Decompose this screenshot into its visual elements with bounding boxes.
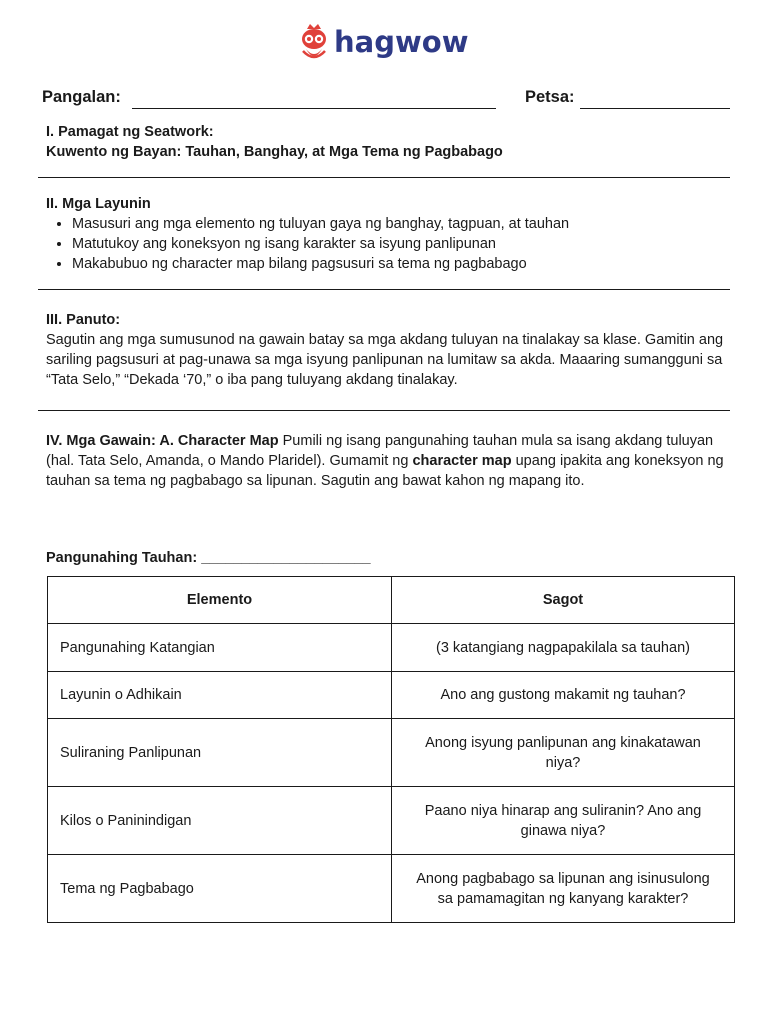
character-map-table	[47, 576, 735, 923]
answer-cell[interactable]: Anong pagbabago sa lipunan ang isinusulong sa pamamagitan ng kanyang karakter?	[392, 855, 735, 923]
name-date-row	[42, 88, 732, 112]
brand-name: hagwow	[334, 25, 469, 59]
objective-item: • Makabubuo ng character map bilang pagsusuri sa tema ng pagbabago	[72, 254, 736, 274]
element-cell: Suliraning Panlipunan	[48, 719, 392, 787]
objective-item: • Masusuri ang mga elemento ng tuluyan gaya ng banghay, tagpuan, at tauhan	[72, 214, 736, 234]
element-cell: Kilos o Paninindigan	[48, 787, 392, 855]
activity-emphasis: character map	[412, 453, 512, 469]
column-header-answer: Sagot	[392, 577, 735, 624]
section-objectives	[46, 194, 736, 274]
objective-item: • Matutukoy ang koneksyon ng isang karakter sa isyung panlipunan	[72, 234, 736, 254]
table-header-row	[48, 577, 735, 624]
main-character-label: Pangunahing Tauhan: _____________________	[46, 550, 371, 566]
table-row	[48, 624, 735, 672]
section-title	[46, 122, 736, 162]
answer-cell[interactable]: Paano niya hinarap ang suliranin? Ano ang ginawa niya?	[392, 787, 735, 855]
element-cell: Layunin o Adhikain	[48, 672, 392, 719]
element-cell: Tema ng Pagbabago	[48, 855, 392, 923]
section2-heading: II. Mga Layunin	[46, 196, 151, 212]
table-row	[48, 787, 735, 855]
name-label: Pangalan:	[42, 88, 121, 106]
answer-cell[interactable]: Anong isyung panlipunan ang kinakatawan niya?	[392, 719, 735, 787]
divider	[38, 410, 730, 411]
section-instructions	[46, 310, 736, 390]
table-row	[48, 855, 735, 923]
activity-body-part1: Pumili ng isang pangunahing tauhan mula sa isang akdang tuluyan (hal. Tata Selo, Amanda, o Mando Plaridel). Gumamit ng	[46, 433, 714, 469]
section1-heading: I. Pamagat ng Seatwork:	[46, 124, 214, 140]
activity-body-part2: upang ipakita ang koneksyon ng tauhan sa tema ng pagbabago sa lipunan. Sagutin ang bawat kahon ng mapang ito.	[46, 453, 724, 489]
divider	[38, 177, 730, 178]
date-blank-line[interactable]	[580, 108, 730, 109]
table-row	[48, 672, 735, 719]
answer-cell[interactable]: Ano ang gustong makamit ng tauhan?	[392, 672, 735, 719]
answer-cell[interactable]: (3 katangiang nagpapakilala sa tauhan)	[392, 624, 735, 672]
name-blank-line[interactable]	[132, 108, 496, 109]
section3-heading: III. Panuto:	[46, 312, 121, 328]
section4-heading: IV. Mga Gawain: A. Character Map	[46, 433, 279, 449]
instructions-body: Sagutin ang mga sumusunod na gawain batay sa mga akdang tuluyan na tinalakay sa klase. Gamitin ang sariling pagsusuri at pag-unawa sa mga isyung panlipunan na lumitaw sa akda. Maaaring sumangguni sa “Tata Selo,” “Dekada ‘70,” o iba pang tuluyang akdang tinalakay.	[46, 332, 724, 388]
owl-mascot-icon	[298, 23, 330, 61]
date-label: Petsa:	[525, 88, 575, 106]
objectives-list	[46, 214, 736, 274]
table-row	[48, 719, 735, 787]
divider	[38, 289, 730, 290]
section-activity	[46, 431, 736, 491]
element-cell: Pangunahing Katangian	[48, 624, 392, 672]
seatwork-title: Kuwento ng Bayan: Tauhan, Banghay, at Mga Tema ng Pagbabago	[46, 144, 503, 160]
hagwow-logo	[298, 22, 468, 62]
column-header-element: Elemento	[48, 577, 392, 624]
